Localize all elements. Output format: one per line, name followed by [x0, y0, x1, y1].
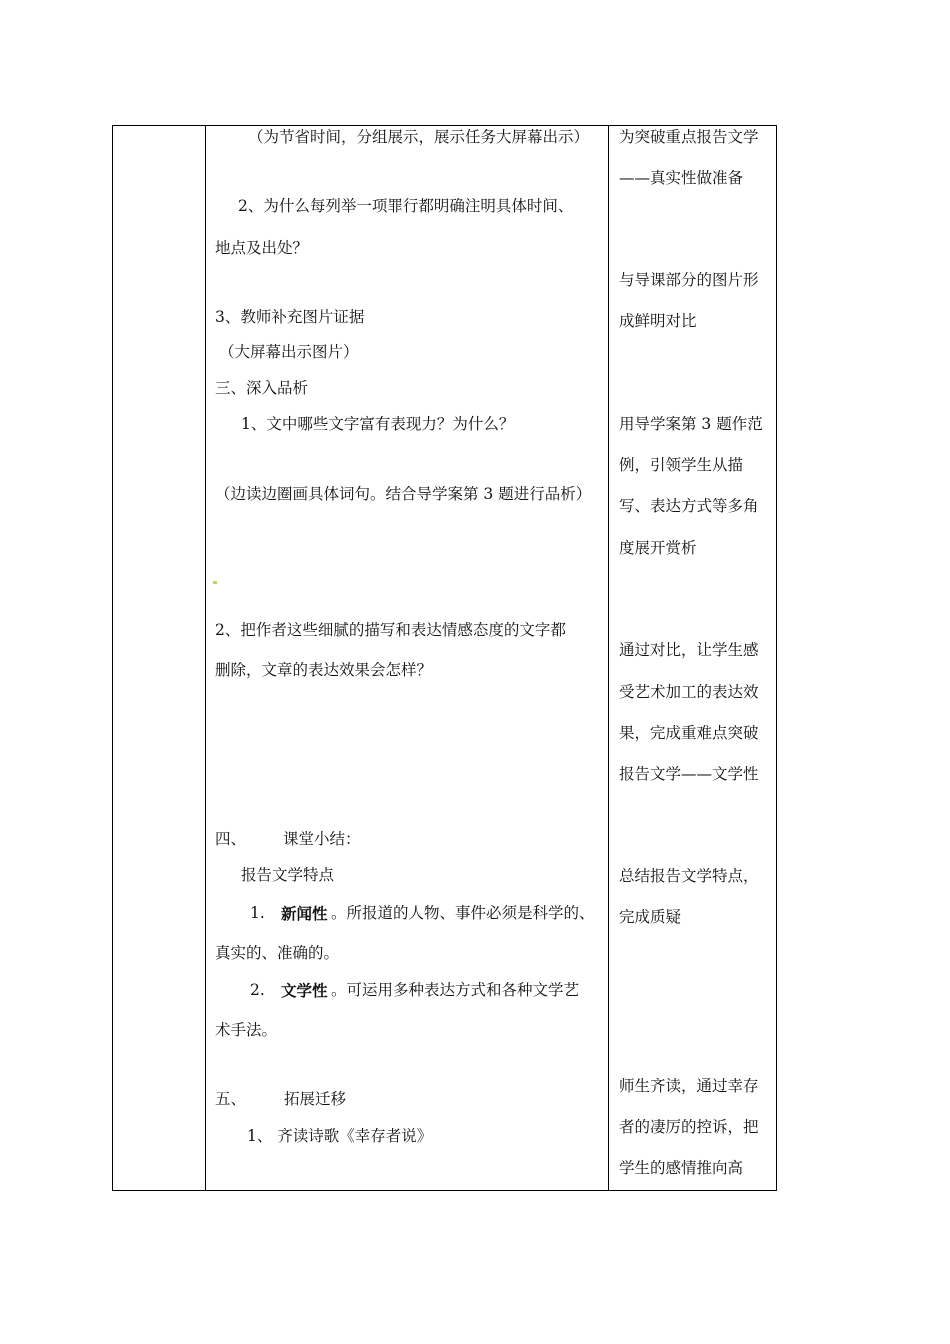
note-group-display: （为节省时间，分组展示，展示任务大屏幕出示）: [248, 128, 590, 146]
question-2-delete-line-2: 删除，文章的表达效果会怎样？: [215, 661, 433, 679]
section-5-heading: 拓展迁移: [284, 1090, 347, 1108]
comment-line: 度展开赏析: [619, 539, 697, 557]
note-show-pictures: （大屏幕出示图片）: [219, 343, 359, 361]
item-1-read-poem: 1、 齐读诗歌《幸存者说》: [247, 1127, 433, 1145]
feature-1-description: 。所报道的人物、事件必须是科学的、: [331, 904, 595, 922]
comment-line: 完成质疑: [619, 908, 682, 926]
comment-line: 师生齐读，通过幸存: [619, 1077, 759, 1095]
question-2-line-2: 地点及出处？: [215, 239, 309, 257]
feature-1-term: 新闻性: [281, 904, 328, 923]
stray-mark: [213, 581, 217, 584]
comment-line: 通过对比，让学生感: [619, 641, 759, 659]
comment-line: 与导课部分的图片形: [619, 271, 759, 289]
section-4-number: 四、: [215, 830, 247, 848]
comment-line: 写、表达方式等多角: [619, 497, 759, 515]
feature-2-number: 2.: [250, 981, 265, 999]
comment-line: 成鲜明对比: [619, 312, 697, 330]
features-heading: 报告文学特点: [241, 866, 335, 884]
section-4-heading: 课堂小结：: [283, 830, 361, 848]
feature-1-description-cont: 真实的、准确的。: [215, 944, 340, 962]
comment-line: 报告文学——文学性: [619, 765, 759, 783]
feature-2-term: 文学性: [281, 981, 328, 1000]
comment-line: 例，引领学生从描: [619, 456, 744, 474]
feature-2-description-cont: 术手法。: [215, 1021, 278, 1039]
column-divider-2: [608, 126, 609, 1190]
note-annotate-reading: （边读边圈画具体词句。结合导学案第 3 题进行品析）: [215, 485, 592, 503]
feature-2-description: 。可运用多种表达方式和各种文学艺: [331, 981, 580, 999]
comment-line: 者的凄厉的控诉，把: [619, 1118, 759, 1136]
section-3-heading: 三、深入品析: [215, 379, 309, 397]
comment-line: 受艺术加工的表达效: [619, 683, 759, 701]
comment-line: 总结报告文学特点，: [619, 867, 759, 885]
question-2-delete-line-1: 2、把作者这些细腻的描写和表达情感态度的文字都: [215, 621, 566, 639]
comment-line: 用导学案第 3 题作范: [619, 415, 763, 433]
comment-line: ——真实性做准备: [619, 169, 744, 187]
item-3-teacher-evidence: 3、教师补充图片证据: [215, 308, 365, 326]
comment-line: 为突破重点报告文学: [619, 128, 759, 146]
section-5-number: 五、: [215, 1090, 247, 1108]
question-2-line-1: 2、为什么每列举一项罪行都明确注明具体时间、: [238, 197, 574, 215]
comment-line: 学生的感情推向高: [619, 1159, 744, 1177]
question-1-expressive-words: 1、文中哪些文字富有表现力？为什么？: [241, 415, 515, 433]
comment-line: 果，完成重难点突破: [619, 724, 759, 742]
column-divider-1: [205, 126, 206, 1190]
feature-1-number: 1.: [250, 904, 265, 922]
